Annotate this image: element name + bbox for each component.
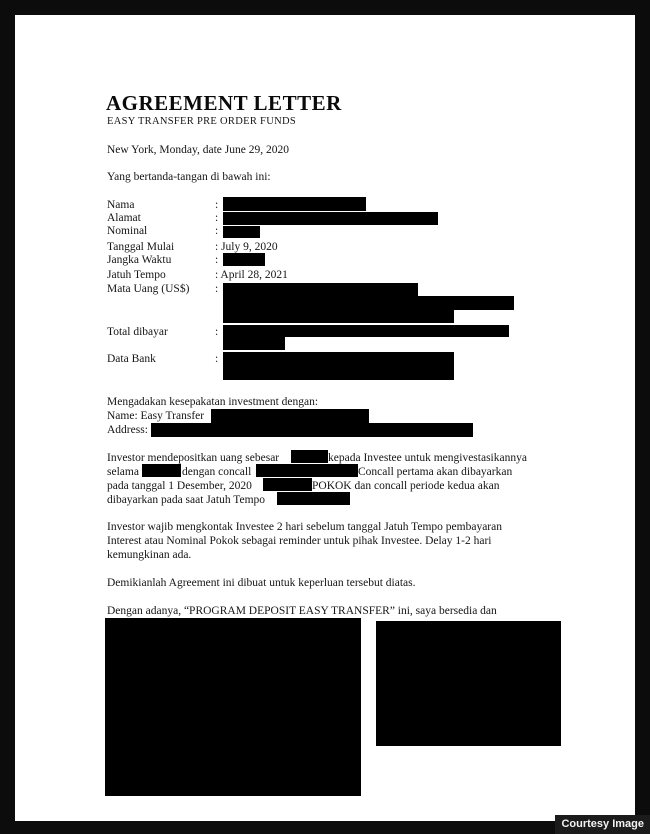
field-value-nominal: : <box>215 225 219 237</box>
redaction-nama <box>223 197 366 211</box>
party-name: Name: Easy Transfer <box>107 410 205 422</box>
redaction-party-name <box>211 409 369 423</box>
redaction-alamat <box>223 212 438 225</box>
field-value-data-bank: : <box>215 353 219 365</box>
para3: Demikianlah Agreement ini dibuat untuk keperluan tersebut diatas. <box>107 577 416 589</box>
para1-line1-b: kepada Investee untuk mengivestasikannya <box>328 452 527 464</box>
redaction-total-2 <box>223 337 285 350</box>
field-label-jangka-waktu: Jangka Waktu <box>107 254 172 266</box>
redaction-nominal <box>223 226 260 238</box>
image-credit: Courtesy Image <box>555 815 650 834</box>
para1-line2-b: dengan concall <box>182 466 252 478</box>
field-label-data-bank: Data Bank <box>107 353 156 365</box>
para1-line3-b: POKOK dan concall periode kedua akan <box>312 480 500 492</box>
redaction-total-1 <box>223 325 509 337</box>
redaction-block-right <box>376 621 561 746</box>
para4: Dengan adanya, “PROGRAM DEPOSIT EASY TRANSFER” ini, saya bersedia dan <box>107 605 497 617</box>
field-label-jatuh-tempo: Jatuh Tempo <box>107 269 166 281</box>
field-label-tanggal-mulai: Tanggal Mulai <box>107 241 175 253</box>
field-label-mata-uang: Mata Uang (US$) <box>107 283 190 295</box>
redaction-mata-uang-1 <box>223 283 418 296</box>
redaction-mata-uang-3 <box>223 310 454 323</box>
document-title: AGREEMENT LETTER <box>106 91 342 115</box>
document-subtitle: EASY TRANSFER PRE ORDER FUNDS <box>107 116 296 127</box>
field-label-nama: Nama <box>107 199 135 211</box>
field-label-total-dibayar: Total dibayar <box>107 326 168 338</box>
para2-line1: Investor wajib mengkontak Investee 2 hari sebelum tanggal Jatuh Tempo pembayaran <box>107 521 502 533</box>
redaction-payment <box>263 478 312 491</box>
para2-line3: kemungkinan ada. <box>107 549 192 561</box>
redaction-deposit-amount <box>291 450 328 463</box>
redaction-party-address <box>151 423 473 437</box>
para1-line1-a: Investor mendepositkan uang sebesar <box>107 452 280 464</box>
para2-line2: Interest atau Nominal Pokok sebagai reminder untuk pihak Investee. Delay 1-2 hari <box>107 535 492 547</box>
document-page <box>15 15 635 821</box>
para1-line3-a: pada tanggal 1 Desember, 2020 <box>107 480 252 492</box>
redaction-period <box>142 464 181 477</box>
para1-line2-c: Concall pertama akan dibayarkan <box>358 466 513 478</box>
redaction-jangka-waktu <box>223 253 265 266</box>
redaction-mata-uang-2 <box>223 296 514 310</box>
field-value-jangka-waktu: : <box>215 254 219 266</box>
intro-line: Yang bertanda-tangan di bawah ini: <box>107 171 271 183</box>
party-address: Address: <box>107 424 148 436</box>
field-value-total-dibayar: : <box>215 326 219 338</box>
date-line: New York, Monday, date June 29, 2020 <box>107 144 289 156</box>
field-value-jatuh-tempo: : April 28, 2021 <box>215 269 288 281</box>
redaction-block-left <box>105 618 361 796</box>
field-label-nominal: Nominal <box>107 225 148 237</box>
redaction-concall <box>256 464 358 477</box>
field-value-nama: : <box>215 199 219 211</box>
field-value-tanggal-mulai: : July 9, 2020 <box>215 241 278 253</box>
field-label-alamat: Alamat <box>107 212 141 224</box>
redaction-data-bank <box>223 352 454 380</box>
redaction-maturity <box>277 492 350 505</box>
field-value-mata-uang: : <box>215 283 219 295</box>
field-value-alamat: : <box>215 212 219 224</box>
para1-line4-a: dibayarkan pada saat Jatuh Tempo <box>107 494 266 506</box>
agreement-intro: Mengadakan kesepakatan investment dengan: <box>107 396 319 408</box>
para1-line2-a: selama <box>107 466 139 478</box>
